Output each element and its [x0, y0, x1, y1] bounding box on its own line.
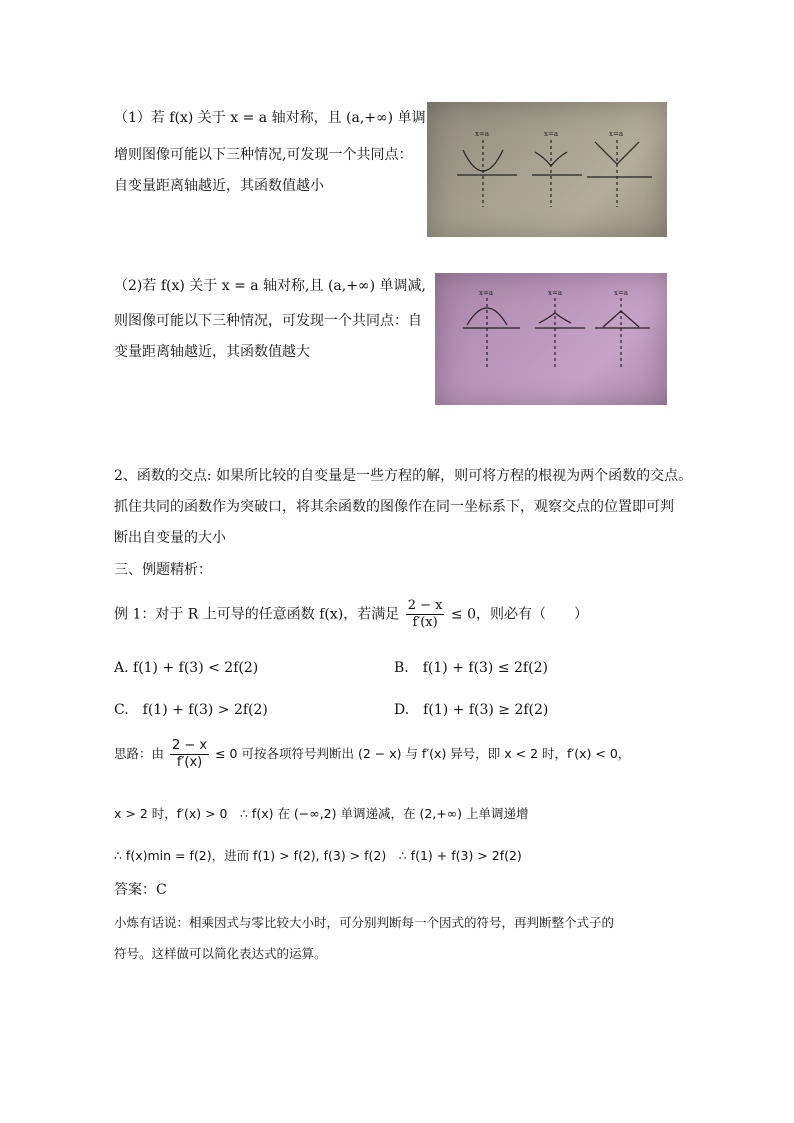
photo-increasing-graphs [427, 102, 667, 237]
handdrawn-graphs-increasing [427, 102, 667, 237]
example1-suffix: ≤ 0，则必有（ ） [450, 606, 589, 623]
option-d: D. f(1) + f(3) ≥ 2f(2) [394, 702, 549, 718]
tip-line1: 小炼有话说：相乘因式与零比较大小时，可分别判断每一个因式的符号，再判断整个式子的 [114, 915, 615, 930]
case2-line2: 则图像可能以下三种情况，可发现一个共同点：自 [114, 313, 422, 329]
option-b: B. f(1) + f(3) ≤ 2f(2) [394, 660, 548, 676]
case2-line1: （2)若 f(x) 关于 x = a 轴对称,且 (a,+∞) 单调减, [114, 278, 426, 294]
example1-fraction [406, 598, 445, 631]
photo2-label-3: x=a [614, 289, 628, 297]
case1-line1: （1）若 f(x) 关于 x = a 轴对称，且 (a,+∞) 单调 [114, 110, 426, 126]
solution-line2: x > 2 时，f′(x) > 0 ∴ f(x) 在 (−∞,2) 单调递减，在 (2,+∞) 上单调递增 [114, 806, 529, 821]
solution-frac-num: 2 − x [172, 738, 208, 753]
handdrawn-graphs-decreasing [435, 273, 667, 405]
section3-title: 三、例题精析： [114, 562, 212, 578]
solution-prefix: 思路：由 [114, 746, 165, 761]
section2-line2: 抓住共同的函数作为突破口，将其余函数的图像作在同一坐标系下，观察交点的位置即可判 [114, 499, 674, 515]
case2-line3: 变量距离轴越近，其函数值越大 [114, 344, 310, 360]
solution-fraction [170, 738, 209, 771]
example1-frac-den: f′(x) [412, 615, 438, 630]
case1-line3: 自变量距离轴越近，其函数值越小 [114, 178, 324, 194]
photo2-label-1: x=a [479, 289, 493, 297]
solution-suffix: ≤ 0 可按各项符号判断出 (2 − x) 与 f′(x) 异号，即 x < 2 时，f′(x) < 0， [215, 746, 631, 761]
photo1-label-2: x=a [544, 130, 558, 138]
section2-line1: 2、函数的交点: 如果所比较的自变量是一些方程的解，则可将方程的根视为两个函数的交点。 [114, 468, 693, 484]
photo1-label-3: x=a [609, 130, 623, 138]
photo1-label-1: x=a [475, 130, 489, 138]
case1-line2: 增则图像可能以下三种情况,可发现一个共同点： [114, 147, 413, 163]
photo2-label-2: x=a [548, 289, 562, 297]
example1-prefix: 例 1：对于 R 上可导的任意函数 f(x)，若满足 [114, 606, 400, 623]
section2-line3: 断出自变量的大小 [114, 530, 226, 546]
photo-decreasing-graphs [435, 273, 667, 405]
option-a: A. f(1) + f(3) < 2f(2) [114, 660, 259, 676]
example1-frac-num: 2 − x [407, 598, 443, 613]
solution-frac-den: f′(x) [176, 755, 203, 770]
solution-line3: ∴ f(x)min = f(2)，进而 f(1) > f(2), f(3) > f(2) ∴ f(1) + f(3) > 2f(2) [114, 848, 522, 863]
option-c: C. f(1) + f(3) > 2f(2) [114, 702, 268, 718]
answer: 答案：C [114, 882, 167, 898]
tip-line2: 符号。这样做可以简化表达式的运算。 [114, 946, 327, 961]
example1-stem [114, 598, 588, 631]
solution-line1 [114, 738, 630, 771]
